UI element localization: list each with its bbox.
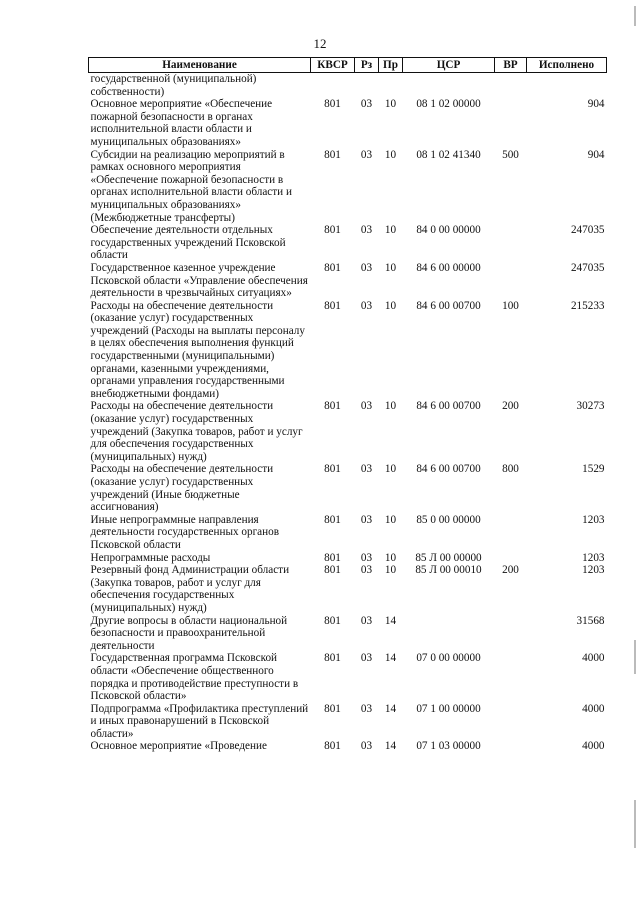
row-csr: 07 1 03 00000 <box>416 740 481 753</box>
row-sum: 904 <box>587 98 605 111</box>
row-csr: 85 Л 00 00010 <box>415 564 482 577</box>
row-vr <box>495 262 527 300</box>
row-vr: 200 <box>502 400 519 413</box>
header-vr: ВР <box>495 58 527 73</box>
row-csr: 84 6 00 00700 <box>416 463 481 476</box>
row-pr: 14 <box>384 652 397 665</box>
table-row <box>89 98 607 148</box>
row-name: Государственная программа Псковской области «Обеспечение общественного порядка и противодействие преступности в Псковской области» <box>90 652 299 703</box>
row-pr: 14 <box>384 740 397 753</box>
row-kvsr <box>311 73 355 99</box>
row-rz: 03 <box>360 652 373 665</box>
row-kvsr: 801 <box>324 463 341 476</box>
row-rz: 03 <box>360 400 373 413</box>
page-number: 12 <box>313 36 327 51</box>
table-row <box>89 149 607 225</box>
row-rz: 03 <box>360 702 373 715</box>
row-sum: 4000 <box>582 740 605 753</box>
row-rz <box>355 73 379 99</box>
row-rz: 03 <box>360 224 373 237</box>
row-vr: 800 <box>502 463 519 476</box>
row-sum: 30273 <box>576 400 605 413</box>
row-csr: 84 6 00 00000 <box>416 261 481 274</box>
row-rz: 03 <box>360 551 373 564</box>
row-sum: 1203 <box>582 564 605 577</box>
row-pr: 10 <box>384 564 397 577</box>
row-vr <box>495 652 527 702</box>
row-pr: 10 <box>384 551 397 564</box>
row-name: Расходы на обеспечение деятельности (оказание услуг) государственных учреждений (Иные бюджетные ассигнования) <box>90 463 274 514</box>
row-rz: 03 <box>360 261 373 274</box>
row-vr: 200 <box>502 564 519 577</box>
table-header-row <box>89 58 607 73</box>
table-row <box>89 400 607 463</box>
row-name: Государственное казенное учреждение Псковской области «Управление обеспечения деятельности в чрезвычайных ситуациях» <box>90 261 308 300</box>
row-name: Иные непрограммные направления деятельности государственных органов Псковской области <box>90 513 280 551</box>
row-name: Субсидии на реализацию мероприятий в рамках основного мероприятия «Обеспечение пожарной безопасности в органах исполнительной власти области и муниципальных образованиях» (Межбюджетные трансферты) <box>90 148 292 224</box>
row-pr: 10 <box>384 299 397 312</box>
row-csr: 84 6 00 00700 <box>416 299 481 312</box>
row-kvsr: 801 <box>324 261 341 274</box>
row-rz: 03 <box>360 614 373 627</box>
row-kvsr: 801 <box>324 740 341 753</box>
table-row <box>89 262 607 300</box>
row-kvsr: 801 <box>324 652 341 665</box>
row-vr: 100 <box>502 299 519 312</box>
row-pr: 10 <box>384 400 397 413</box>
row-kvsr: 801 <box>324 564 341 577</box>
row-csr <box>403 615 495 653</box>
row-vr <box>495 224 527 262</box>
scan-edge-mark <box>634 6 636 26</box>
row-vr <box>495 703 527 741</box>
table-row <box>89 652 607 702</box>
row-sum: 904 <box>587 148 605 161</box>
header-name: Наименование <box>89 58 311 73</box>
row-name: Расходы на обеспечение деятельности (оказание услуг) государственных учреждений (Закупка товаров, работ и услуг для обеспечения государственных (муниципальных) нужд) <box>90 400 303 463</box>
table-row <box>89 564 607 614</box>
row-kvsr: 801 <box>324 148 341 161</box>
row-csr: 07 1 00 00000 <box>416 702 481 715</box>
row-csr: 85 Л 00 00000 <box>415 551 482 564</box>
table-row <box>89 73 607 99</box>
row-rz: 03 <box>360 148 373 161</box>
row-kvsr: 801 <box>324 224 341 237</box>
row-sum: 215233 <box>570 299 605 312</box>
row-kvsr: 801 <box>324 702 341 715</box>
row-rz: 03 <box>360 564 373 577</box>
budget-execution-table <box>88 57 607 753</box>
row-name: Основное мероприятие «Проведение <box>90 740 267 753</box>
row-rz: 03 <box>360 463 373 476</box>
row-kvsr: 801 <box>324 513 341 526</box>
row-csr: 84 6 00 00700 <box>416 400 481 413</box>
row-pr: 14 <box>384 614 397 627</box>
row-vr <box>495 514 527 552</box>
row-sum: 31568 <box>576 614 605 627</box>
row-rz: 03 <box>360 98 373 111</box>
row-sum: 1203 <box>582 513 605 526</box>
row-sum: 4000 <box>582 652 605 665</box>
row-rz: 03 <box>360 299 373 312</box>
row-pr: 14 <box>384 702 397 715</box>
row-name: Непрограммные расходы <box>90 551 211 564</box>
row-vr: 500 <box>502 148 519 161</box>
row-name: государственной (муниципальной) собственности) <box>90 73 257 98</box>
row-csr: 08 1 02 00000 <box>416 98 481 111</box>
row-name: Расходы на обеспечение деятельности (оказание услуг) государственных учреждений (Расходы на выплаты персоналу в целях обеспечения выполнения функций государственными (муниципальными) органами, казенными учреждениями, органами управления государственными внебюджетными фондами) <box>90 299 305 400</box>
row-sum: 1203 <box>582 551 605 564</box>
header-pr: Пр <box>379 58 403 73</box>
row-csr: 08 1 02 41340 <box>416 148 481 161</box>
table-row <box>89 740 607 753</box>
row-pr: 10 <box>384 148 397 161</box>
table-row <box>89 552 607 565</box>
table-row <box>89 463 607 513</box>
scan-edge-mark <box>634 640 636 674</box>
table-row <box>89 615 607 653</box>
row-pr: 10 <box>384 224 397 237</box>
row-vr <box>495 740 527 753</box>
row-sum: 1529 <box>582 463 605 476</box>
row-pr: 10 <box>384 98 397 111</box>
row-kvsr: 801 <box>324 614 341 627</box>
row-pr: 10 <box>384 261 397 274</box>
row-csr <box>403 73 495 99</box>
row-pr <box>379 73 403 99</box>
row-vr <box>495 73 527 99</box>
row-vr <box>495 615 527 653</box>
header-rz: Рз <box>355 58 379 73</box>
row-kvsr: 801 <box>324 299 341 312</box>
row-pr: 10 <box>384 463 397 476</box>
table-body <box>89 73 607 754</box>
row-name: Другие вопросы в области национальной безопасности и правоохранительной деятельности <box>90 614 288 652</box>
row-rz: 03 <box>360 740 373 753</box>
row-csr: 84 0 00 00000 <box>416 224 481 237</box>
row-sum <box>527 73 607 99</box>
row-kvsr: 801 <box>324 98 341 111</box>
row-sum: 247035 <box>570 224 605 237</box>
row-sum: 247035 <box>570 261 605 274</box>
row-rz: 03 <box>360 513 373 526</box>
table-row <box>89 224 607 262</box>
header-kvsr: КВСР <box>311 58 355 73</box>
row-name: Подпрограмма «Профилактика преступлений и иных правонарушений в Псковской области» <box>90 702 309 740</box>
table-row <box>89 514 607 552</box>
row-vr <box>495 98 527 148</box>
row-sum: 4000 <box>582 702 605 715</box>
row-name: Основное мероприятие «Обеспечение пожарной безопасности в органах исполнительной власти области и муниципальных образованиях» <box>90 98 273 148</box>
row-csr: 07 0 00 00000 <box>416 652 481 665</box>
row-kvsr: 801 <box>324 551 341 564</box>
row-csr: 85 0 00 00000 <box>416 513 481 526</box>
table-row <box>89 703 607 741</box>
row-vr <box>495 552 527 565</box>
row-pr: 10 <box>384 513 397 526</box>
row-kvsr: 801 <box>324 400 341 413</box>
row-name: Обеспечение деятельности отдельных государственных учреждений Псковской области <box>90 224 286 262</box>
header-csr: ЦСР <box>403 58 495 73</box>
table-row <box>89 300 607 401</box>
header-sum: Исполнено <box>527 58 607 73</box>
scan-edge-mark <box>634 800 636 848</box>
row-name: Резервный фонд Администрации области (Закупка товаров, работ и услуг для обеспечения государственных (муниципальных) нужд) <box>90 564 290 614</box>
